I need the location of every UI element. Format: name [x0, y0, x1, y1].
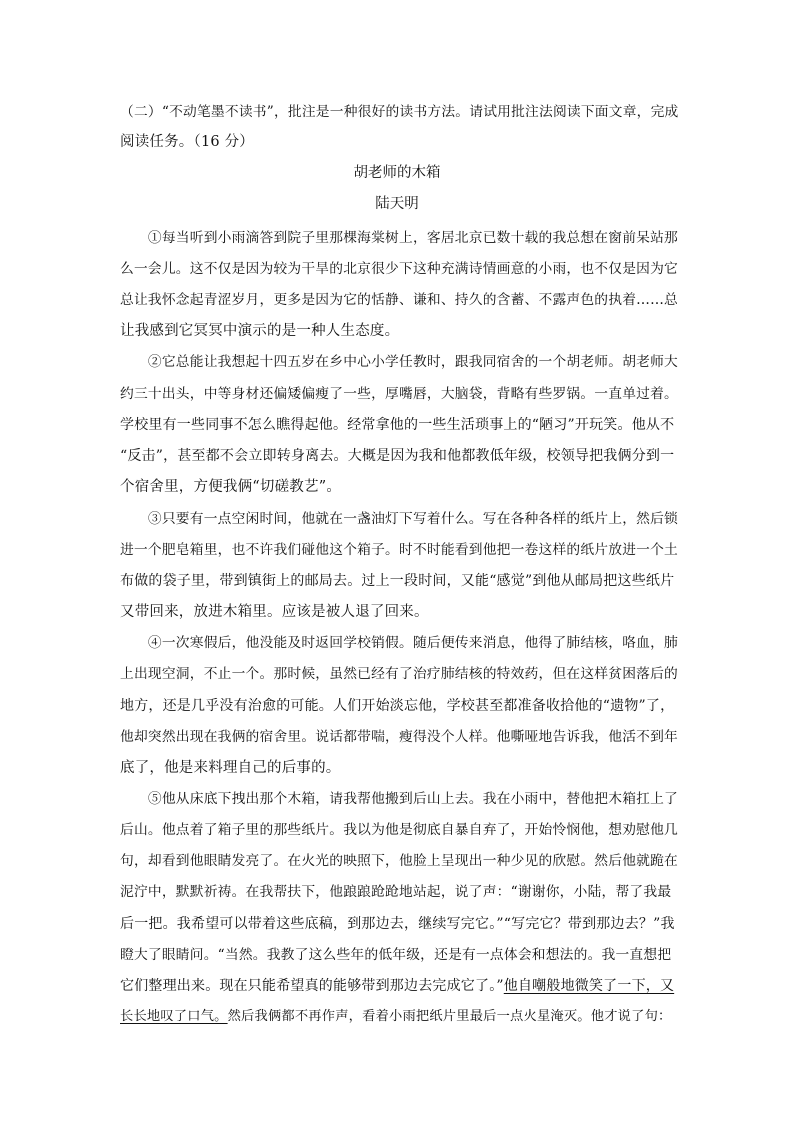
body-line: 学校里有一些同事不怎么瞧得起他。经常拿他的一些生活琐事上的“陋习”开玩笑。他从不: [120, 417, 675, 433]
underlined-sentence-part-1: 他自嘲般地微笑了一下，又: [503, 978, 675, 994]
body-line: 后山。他点着了箱子里的那些纸片。我以为他是彻底自暴自弃了，开始怜悯他，想劝慰他几: [120, 822, 679, 838]
body-line: 让我感到它冥冥中演示的是一种人生态度。: [120, 323, 400, 339]
body-line: 进一个肥皂箱里，也不许我们碰他这个箱子。时不时能看到他把一卷这样的纸片放进一个土: [120, 542, 679, 558]
underlined-sentence-part-2: 长长地叹了口气。: [120, 1009, 228, 1024]
body-line: ②它总能让我想起十四五岁在乡中心小学任教时，跟我同宿舍的一个胡老师。胡老师大: [120, 354, 679, 370]
body-line: 又带回来，放进木箱里。应该是被人退了回来。: [120, 604, 429, 620]
body-line: 他却突然出现在我俩的宿舍里。说话都带喘，瘦得没个人样。他嘶哑地告诉我，他活不到年: [120, 729, 679, 745]
body-line: 底了，他是来料理自己的后事的。: [120, 760, 341, 776]
body-line: ①每当听到小雨滴答到院子里那棵海棠树上，客居北京已数十载的我总想在窗前呆站那: [120, 230, 679, 246]
body-line-text: 然后我俩都不再作声，看着小雨把纸片里最后一点火星淹灭。他才说了句：: [227, 1009, 672, 1024]
body-line: 上出现空洞，不止一个。那时候，虽然已经有了治疗肺结核的特效药，但在这样贫困落后的: [120, 666, 679, 682]
body-line: 个宿舍里，方便我俩“切磋教艺”。: [120, 479, 342, 495]
body-line: 泥泞中，默默祈祷。在我帮扶下，他踉踉跄跄地站起，说了声：“谢谢你，小陆，帮了我最: [120, 884, 672, 900]
body-line: ③只要有一点空闲时间，他就在一盏油灯下写着什么。写在各种各样的纸片上，然后锁: [120, 511, 679, 527]
body-line: 约三十出头，中等身材还偏矮偏瘦了一些，厚嘴唇，大脑袋，背略有些罗锅。一直单过着。: [120, 386, 679, 402]
body-line: 句，却看到他眼睛发亮了。在火光的映照下，他脸上呈现出一种少见的欣慰。然后他就跪在: [120, 853, 679, 869]
intro-line-2: 阅读任务。（16 分）: [120, 134, 255, 150]
body-line: ⑤他从床底下拽出那个木箱，请我帮他搬到后山上去。我在小雨中，替他把木箱扛上了: [120, 791, 679, 807]
body-line: 地方，还是几乎没有治愈的可能。人们开始淡忘他，学校甚至都准备收拾他的“遗物”了，: [120, 698, 675, 714]
body-line: [120, 1007, 676, 1027]
body-line: 后一把。我希望可以带着这些底稿，到那边去，继续写完它。”“写完它？带到那边去？”我: [120, 916, 675, 932]
intro-line-1: （二）“不动笔墨不读书”，批注是一种很好的读书方法。请试用批注法阅读下面文章，完成: [120, 104, 679, 120]
body-line: ④一次寒假后，他没能及时返回学校销假。随后便传来消息，他得了肺结核，咯血，肺: [120, 635, 679, 651]
body-line-text: 它们整理出来。现在只能希望真的能够带到那边去完成它了。”: [120, 978, 504, 994]
article-title: 胡老师的木箱: [353, 165, 441, 181]
body-line: [120, 976, 676, 996]
body-line: 总让我怀念起青涩岁月，更多是因为它的恬静、谦和、持久的含蓄、不露声色的执着……总: [120, 292, 679, 308]
body-line: 瞪大了眼睛问。“当然。我教了这么些年的低年级，还是有一点体会和想法的。我一直想把: [120, 947, 672, 963]
body-line: “反击”，甚至都不会立即转身离去。大概是因为我和他都教低年级，校领导把我俩分到一: [120, 448, 675, 464]
body-line: 么一会儿。这不仅是因为较为干旱的北京很少下这种充满诗情画意的小雨，也不仅是因为它: [120, 261, 679, 277]
body-line: 布做的袋子里，带到镇街上的邮局去。过上一段时间，又能“感觉”到他从邮局把这些纸片: [120, 573, 675, 589]
article-author: 陆天明: [375, 196, 419, 212]
